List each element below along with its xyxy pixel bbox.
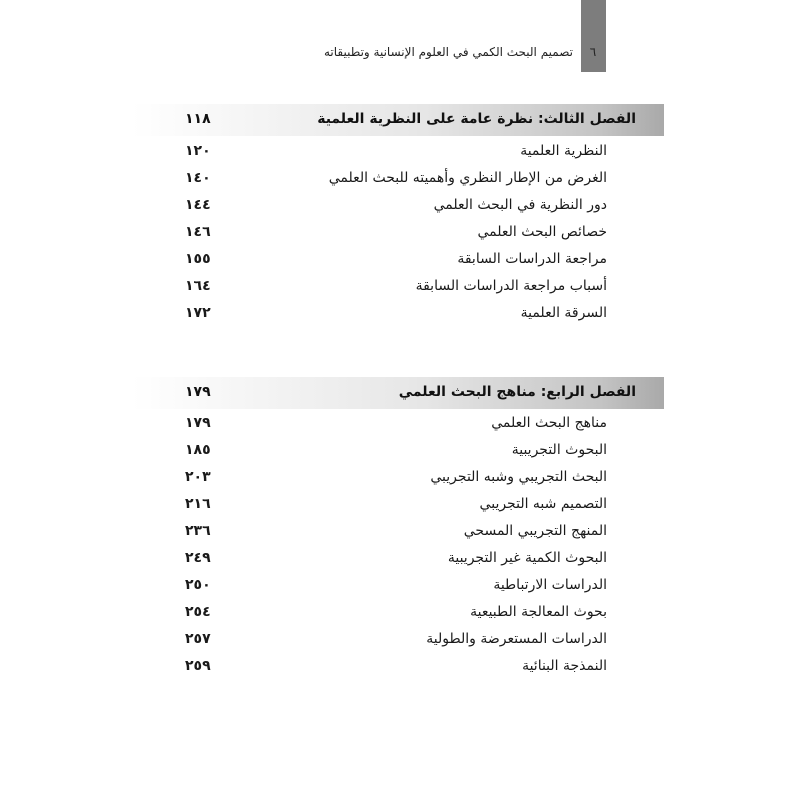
toc-entry-title: البحوث الكمية غير التجريبية bbox=[447, 550, 607, 566]
toc-entry-title: الغرض من الإطار النظري وأهميته للبحث العلمي bbox=[328, 170, 607, 186]
toc-entry-title: المنهج التجريبي المسحي bbox=[463, 523, 607, 539]
chapter-title: الفصل الثالث: نظرة عامة على النظرية العلمية bbox=[317, 111, 636, 127]
toc-entry-page: ١٤٦ bbox=[185, 224, 211, 240]
chapter-page-number: ١١٨ bbox=[185, 111, 211, 127]
toc-entry bbox=[185, 413, 607, 437]
chapter-page-number: ١٧٩ bbox=[185, 384, 211, 400]
page-number-tab bbox=[581, 0, 606, 72]
toc-entry bbox=[185, 521, 607, 545]
toc-entry-page: ١٤٤ bbox=[185, 197, 211, 213]
toc-entry bbox=[185, 602, 607, 626]
toc-entry-page: ١٧٢ bbox=[185, 305, 211, 321]
toc-entry-page: ١٤٠ bbox=[185, 170, 211, 186]
toc-entry-page: ٢٥٧ bbox=[185, 631, 211, 647]
toc-entry-title: السرقة العلمية bbox=[520, 305, 607, 321]
toc-entry-page: ٢٥٤ bbox=[185, 604, 211, 620]
toc-entry-title: الدراسات المستعرضة والطولية bbox=[426, 631, 607, 647]
toc-entry-title: النمذجة البنائية bbox=[522, 658, 607, 674]
toc-entry bbox=[185, 467, 607, 491]
toc-entry-title: خصائص البحث العلمي bbox=[477, 224, 607, 240]
toc-entry bbox=[185, 440, 607, 464]
toc-entry-title: البحث التجريبي وشبه التجريبي bbox=[430, 469, 607, 485]
toc-entry bbox=[185, 195, 607, 219]
chapter-title: الفصل الرابع: مناهج البحث العلمي bbox=[398, 384, 636, 400]
toc-entry bbox=[185, 629, 607, 653]
toc-entry bbox=[185, 494, 607, 518]
toc-entry-title: الدراسات الارتباطية bbox=[493, 577, 607, 593]
chapter-heading-bar bbox=[132, 377, 664, 409]
toc-entry bbox=[185, 656, 607, 680]
toc-entry-page: ١٦٤ bbox=[185, 278, 211, 294]
toc-entry-page: ٢٣٦ bbox=[185, 523, 211, 539]
toc-entry bbox=[185, 548, 607, 572]
toc-entry-page: ٢٥٩ bbox=[185, 658, 211, 674]
toc-entry bbox=[185, 249, 607, 273]
toc-entry-page: ١٥٥ bbox=[185, 251, 211, 267]
toc-entry-title: دور النظرية في البحث العلمي bbox=[433, 197, 607, 213]
toc-entry bbox=[185, 222, 607, 246]
toc-entry-page: ١٧٩ bbox=[185, 415, 211, 431]
toc-entry-title: أسباب مراجعة الدراسات السابقة bbox=[415, 278, 607, 294]
toc-entry-title: بحوث المعالجة الطبيعية bbox=[470, 604, 607, 620]
toc-entry-title: مناهج البحث العلمي bbox=[491, 415, 607, 431]
toc-entry-page: ٢١٦ bbox=[185, 496, 211, 512]
toc-entry-title: التصميم شبه التجريبي bbox=[479, 496, 607, 512]
running-title: تصميم البحث الكمي في العلوم الإنسانية وتطبيقاته bbox=[324, 45, 573, 59]
toc-entry bbox=[185, 276, 607, 300]
toc-entry-page: ١٢٠ bbox=[185, 143, 211, 159]
toc-entry bbox=[185, 303, 607, 327]
toc-entry-page: ١٨٥ bbox=[185, 442, 211, 458]
toc-entry-title: مراجعة الدراسات السابقة bbox=[457, 251, 607, 267]
toc-entry-page: ٢٠٣ bbox=[185, 469, 211, 485]
toc-entry bbox=[185, 575, 607, 599]
toc-entry-page: ٢٤٩ bbox=[185, 550, 211, 566]
toc-entry-title: النظرية العلمية bbox=[520, 143, 607, 159]
toc-entry-title: البحوث التجريبية bbox=[511, 442, 607, 458]
toc-entry bbox=[185, 141, 607, 165]
toc-entry-page: ٢٥٠ bbox=[185, 577, 211, 593]
toc-entry bbox=[185, 168, 607, 192]
page-number: ٦ bbox=[589, 45, 597, 59]
chapter-heading-bar bbox=[132, 104, 664, 136]
